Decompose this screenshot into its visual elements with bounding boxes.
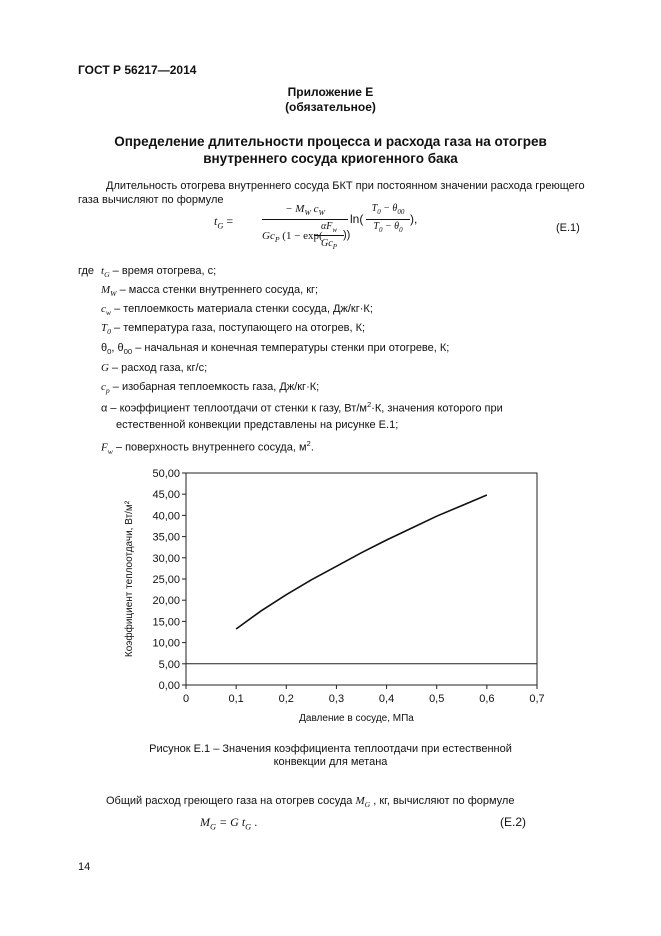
definition-item: α – коэффициент теплоотдачи от стенки к газу, $Вт/м^2\cdot К$, значения которого при [101, 400, 503, 415]
series-line-methane [236, 495, 487, 629]
x-axis-label: Давление в сосуде, МПа [299, 713, 414, 724]
x-tick-label: 0,2 [278, 693, 294, 705]
formula-denominator: $Gc_P$ (1 − exp(− [262, 230, 329, 245]
definition-item: G – расход газа, кг/с; [101, 362, 208, 374]
formula-e2: $M_G = G$ $t_G$ . [200, 815, 258, 832]
x-tick-label: 0 [182, 693, 190, 705]
figure-caption-line2: конвекции для метана [273, 756, 388, 768]
x-tick-label: 0,7 [529, 693, 545, 705]
figure-caption-line1: Рисунок Е.1 – Значения коэффициента теплоотдачи при естественной [149, 743, 512, 755]
x-tick-label: 0,1 [228, 693, 244, 705]
formula-number-e2: (Е.2) [500, 815, 527, 829]
y-tick-label: 15,00 [152, 616, 180, 629]
definition-item: $F_w$ – поверхность внутреннего сосуда, $м^2$. [101, 439, 314, 456]
definition-item: $T_0$ – температура газа, поступающего на отогрев, К; [101, 322, 366, 337]
y-tick-label: 0,00 [158, 680, 180, 692]
y-tick-label: 25,00 [152, 574, 180, 586]
section-title-line1: Определение длительности процесса и расхода газа на отогрев [114, 134, 547, 149]
formula-inner-denominator: $Gc_P$ [321, 238, 337, 251]
definitions-where: где [78, 265, 95, 277]
y-tick-label: 20,00 [152, 595, 180, 608]
formula-lhs: t [214, 214, 218, 228]
intro-line2: газа вычисляют по формуле [78, 194, 224, 206]
page-number: 14 [78, 861, 91, 873]
y-tick-label: 40,00 [152, 510, 180, 523]
y-tick-label: 30,00 [152, 552, 180, 565]
fraction-bar [262, 219, 348, 220]
definition-item: $c_w$ – теплоемкость материала стенки сосуда, Дж/кг·К; [101, 303, 373, 318]
x-tick-label: 0,5 [429, 693, 445, 705]
document-standard-number: ГОСТ Р 56217—2014 [78, 63, 197, 77]
formula-ln-denominator: $T_0 - \theta_0$ [373, 221, 403, 234]
definition-item: $c_p$ – изобарная теплоемкость газа, Дж/кг·К; [101, 381, 320, 396]
intro-line1: Длительность отогрева внутреннего сосуда БКТ при постоянном значении расхода греющего [106, 180, 585, 192]
y-tick-label: 50,00 [152, 468, 180, 480]
x-tick-label: 0,6 [479, 693, 495, 705]
appendix-title: Приложение Е [287, 85, 374, 99]
definition-item: $t_G$ – время отогрева, с; [101, 265, 217, 280]
formula-ln-numerator: $T_0 - \theta_{00}$ [371, 203, 405, 216]
formula-inner-numerator: $\alpha F_w$ [320, 221, 338, 234]
formula-numerator: − $M_W$ $c_W$ [285, 203, 325, 218]
formula-ln: ln( [350, 212, 364, 226]
section-title-line2: внутреннего сосуда криогенного бака [203, 151, 458, 166]
y-tick-label: 10,00 [152, 637, 180, 650]
definition-item: $\theta_0$, $\theta_{00}$ – начальная и конечная температуры стенки при отогреве, К; [101, 342, 450, 357]
formula-number-e1: (Е.1) [556, 222, 580, 234]
appendix-status: (обязательное) [285, 100, 376, 114]
x-tick-label: 0,4 [378, 693, 395, 705]
y-axis-label: Коэффициент теплоотдачи, Вт/м² [124, 500, 135, 658]
y-tick-label: 35,00 [152, 531, 180, 544]
plot-area-frame [186, 473, 537, 685]
x-tick-label: 0,3 [328, 693, 345, 705]
definition-item: естественной конвекции представлены на рисунке Е.1; [116, 419, 399, 431]
definition-item: $M_W$ – масса стенки внутреннего сосуда, кг; [101, 284, 319, 299]
y-tick-label: 5,00 [158, 658, 180, 671]
paragraph-total-gas: Общий расход греющего газа на отогрев сосуда $M_G$ , кг, вычисляют по формуле [106, 795, 515, 810]
y-tick-label: 45,00 [152, 489, 180, 502]
